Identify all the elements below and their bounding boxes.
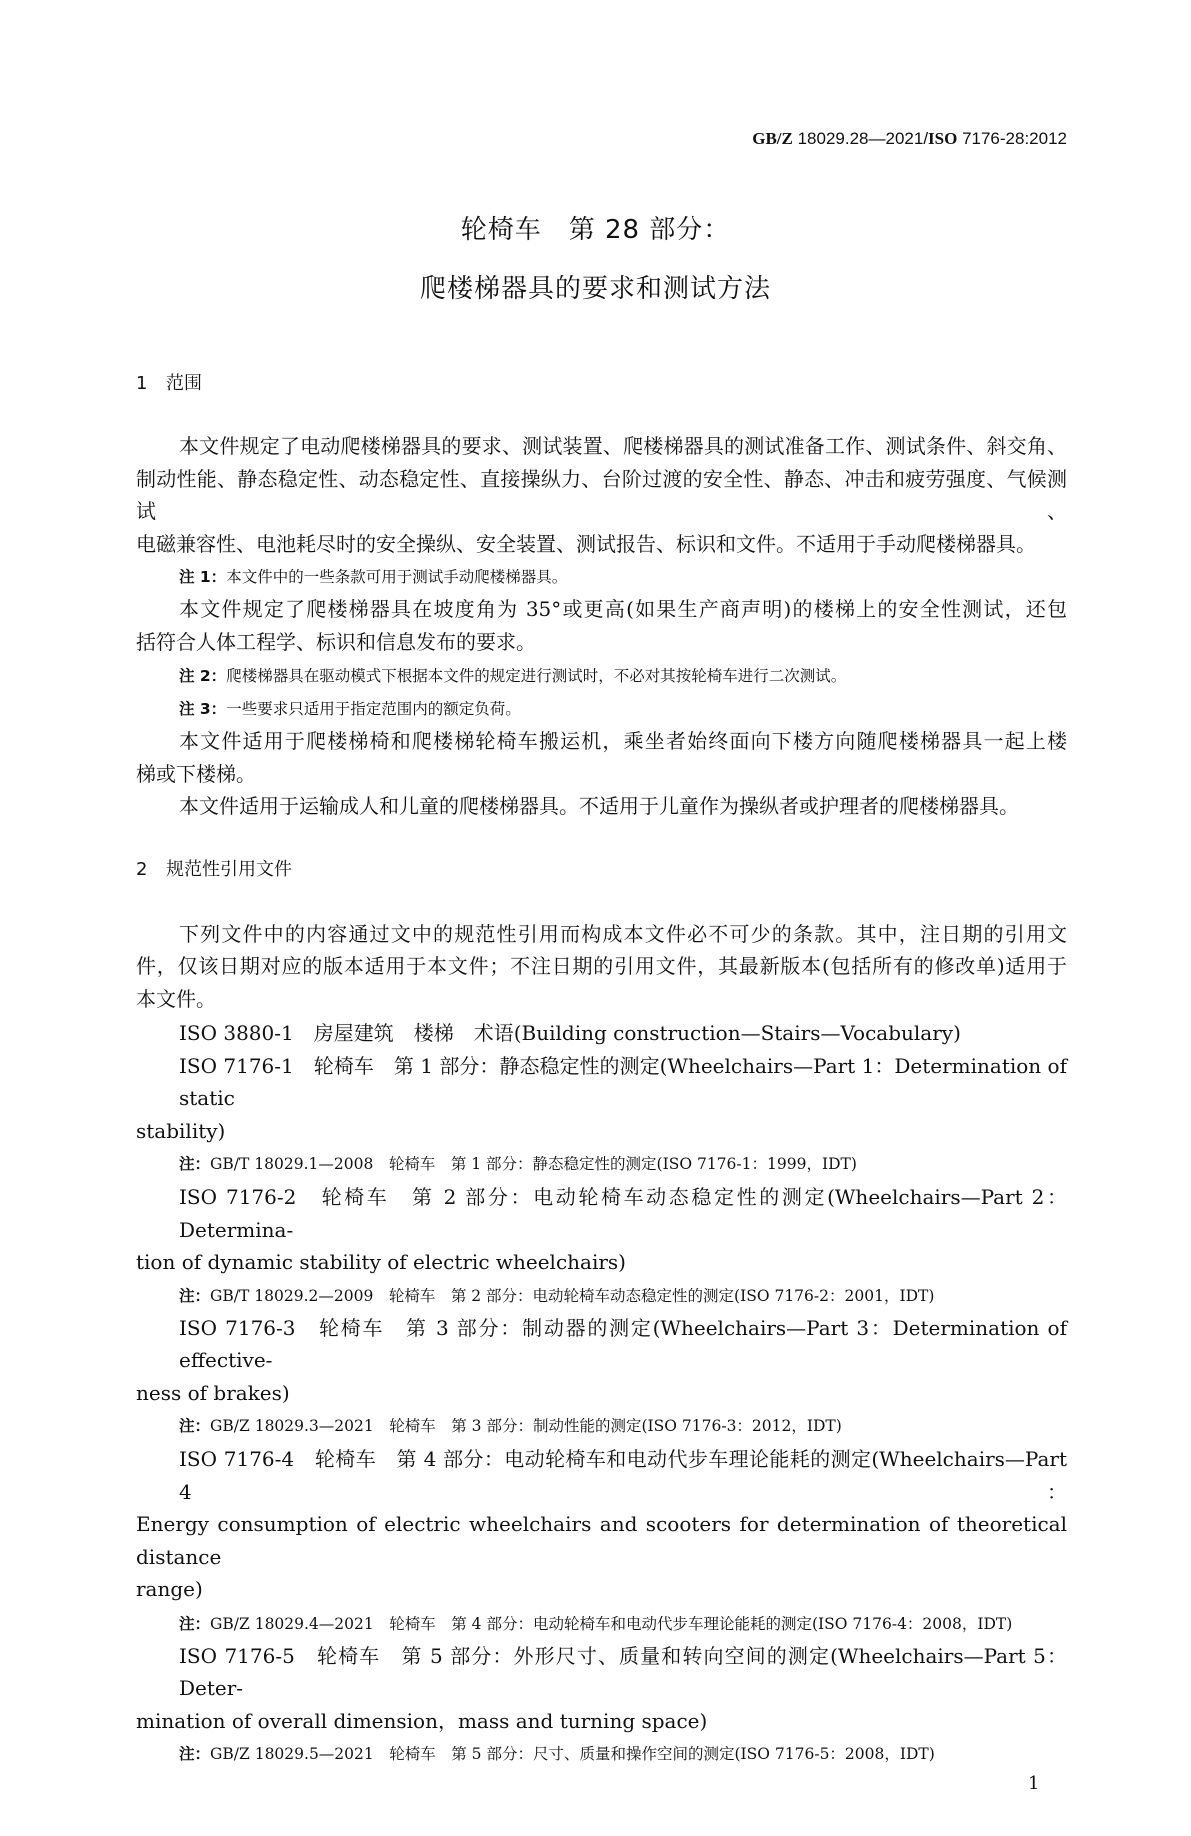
document-title-line2: 爬楼梯器具的要求和测试方法 — [419, 274, 771, 304]
reference-line: range) — [136, 1577, 203, 1601]
paragraph-line: 电磁兼容性、电池耗尽时的安全操纵、安全装置、测试报告、标识和文件。不适用于手动爬楼梯器具。 — [136, 531, 1036, 556]
reference-line: ISO 7176-2 轮椅车 第 2 部分：电动轮椅车动态稳定性的测定(Wheelchairs—Part 2：Determina- — [179, 1185, 1067, 1242]
section-title: 规范性引用文件 — [166, 858, 292, 880]
paragraph-line: 本文件适用于爬楼梯椅和爬楼梯轮椅车搬运机，乘坐者始终面向下楼方向随爬楼梯器具一起上楼 — [179, 729, 1067, 753]
section-title: 范围 — [166, 373, 202, 394]
reference-note — [136, 1738, 1067, 1770]
paragraph-line: 梯或下楼梯。 — [136, 761, 256, 786]
section-number: 1 — [136, 373, 148, 394]
note-label: 注： — [179, 1417, 211, 1435]
reference-line: tion of dynamic stability of electric wheelchairs) — [136, 1250, 626, 1274]
reference-line: ISO 7176-3 轮椅车 第 3 部分：制动器的测定(Wheelchairs—Part 3：Determination of effective- — [179, 1315, 1067, 1372]
page-number: 1 — [1028, 1773, 1040, 1794]
paragraph-line: 下列文件中的内容通过文中的规范性引用而构成本文件必不可少的条款。其中，注日期的引用文 — [179, 921, 1067, 946]
reference-note — [136, 1280, 1067, 1312]
section-heading-scope — [136, 372, 1067, 396]
reference-line: ness of brakes) — [136, 1380, 290, 1405]
note-label: 注 3： — [179, 700, 227, 718]
note-label: 注 2： — [179, 667, 227, 685]
reference-line: ISO 7176-1 轮椅车 第 1 部分：静态稳定性的测定(Wheelchairs—Part 1：Determination of static — [179, 1053, 1067, 1110]
paragraph-line: 制动性能、静态稳定性、动态稳定性、直接操纵力、台阶过渡的安全性、静态、冲击和疲劳强度、气候测试、 — [136, 466, 1067, 523]
document-body — [136, 372, 1067, 1836]
note-label: 注： — [179, 1614, 211, 1633]
paragraph-line: 本文件。 — [136, 986, 216, 1011]
header-iso: ISO — [928, 129, 958, 148]
note-text: GB/Z 18029.5—2021 轮椅车 第 5 部分：尺寸、质量和操作空间的测定(ISO 7176-5：2008，IDT) — [210, 1745, 935, 1763]
note-label: 注： — [179, 1286, 211, 1305]
section-heading-normative-references — [136, 858, 1067, 882]
note — [136, 693, 1067, 725]
paragraph-line: 括符合人体工程学、标识和信息发布的要求。 — [136, 629, 536, 654]
reference-line: ISO 7176-5 轮椅车 第 5 部分：外形尺寸、质量和转向空间的测定(Wheelchairs—Part 5：Deter- — [179, 1643, 1067, 1700]
reference-note — [136, 1608, 1067, 1640]
note-text: 一些要求只适用于指定范围内的额定负荷。 — [226, 700, 521, 718]
reference-line: ISO 3880-1 房屋建筑 楼梯 术语(Building construction—Stairs—Vocabulary) — [179, 1021, 961, 1045]
header-gbz: GB/Z — [752, 129, 793, 148]
standard-number-header — [752, 128, 1067, 150]
note-label: 注 1： — [179, 568, 227, 586]
note — [136, 660, 1067, 692]
reference-note — [136, 1410, 1067, 1442]
reference-line: mination of overall dimension，mass and turning space) — [136, 1708, 708, 1733]
note-label: 注： — [179, 1745, 211, 1763]
paragraph-line: 本文件适用于运输成人和儿童的爬楼梯器具。不适用于儿童作为操纵者或护理者的爬楼梯器具。 — [179, 794, 1019, 818]
paragraph-line: 件，仅该日期对应的版本适用于本文件；不注日期的引用文件，其最新版本(包括所有的修改单)适用于 — [136, 954, 1067, 978]
header-iso-number: 7176-28:2012 — [957, 129, 1067, 148]
note-text: GB/Z 18029.4—2021 轮椅车 第 4 部分：电动轮椅车和电动代步车理论能耗的测定(ISO 7176-4：2008，IDT) — [210, 1614, 1013, 1633]
note-text: 爬楼梯器具在驱动模式下根据本文件的规定进行测试时，不必对其按轮椅车进行二次测试。 — [226, 667, 847, 685]
document-title-line1: 轮椅车 第 28 部分： — [460, 215, 731, 245]
paragraph-line: 本文件规定了电动爬楼梯器具的要求、测试装置、爬楼梯器具的测试准备工作、测试条件、斜交角、 — [179, 434, 1067, 458]
paragraph-line: 本文件规定了爬楼梯器具在坡度角为 35°或更高(如果生产商声明)的楼梯上的安全性测试，还包 — [179, 597, 1067, 621]
header-gb-number: 18029.28—2021/ — [792, 129, 929, 148]
reference-line: stability) — [136, 1118, 226, 1143]
note-label: 注： — [179, 1155, 211, 1173]
note-text: GB/Z 18029.3—2021 轮椅车 第 3 部分：制动性能的测定(ISO 7176-3：2012，IDT) — [210, 1417, 842, 1435]
reference-note — [136, 1148, 1067, 1180]
reference-line: ISO 7176-4 轮椅车 第 4 部分：电动轮椅车和电动代步车理论能耗的测定(Wheelchairs—Part 4： — [179, 1447, 1067, 1504]
note-text: GB/T 18029.2—2009 轮椅车 第 2 部分：电动轮椅车动态稳定性的测定(ISO 7176-2：2001，IDT) — [210, 1286, 935, 1305]
note-text: 本文件中的一些条款可用于测试手动爬楼梯器具。 — [226, 568, 568, 586]
reference-line: Energy consumption of electric wheelchairs and scooters for determination of theoretical distance — [136, 1512, 1067, 1569]
section-number: 2 — [136, 858, 148, 880]
note — [136, 561, 1067, 593]
note-text: GB/T 18029.1—2008 轮椅车 第 1 部分：静态稳定性的测定(ISO 7176-1：1999，IDT) — [210, 1155, 857, 1173]
